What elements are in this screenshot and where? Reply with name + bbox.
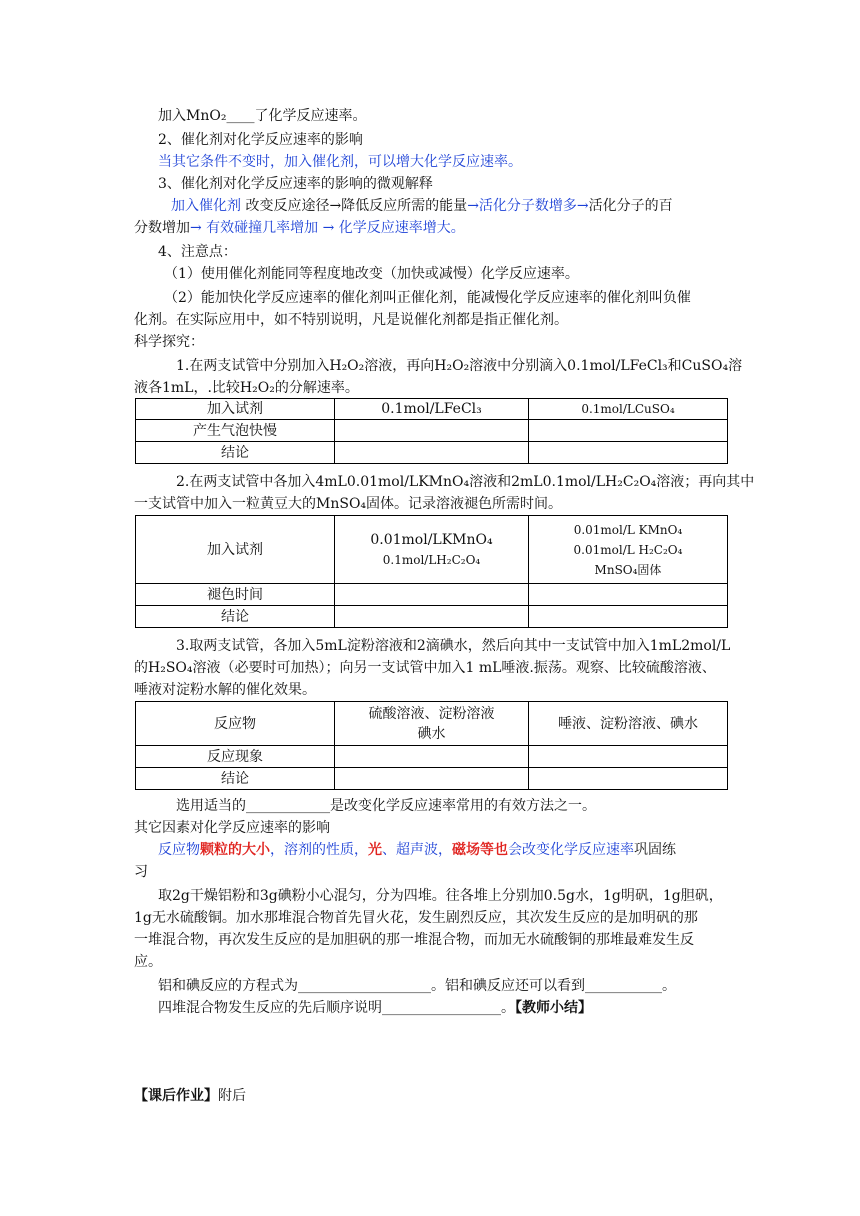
experiment-3-line-2: 的H₂SO₄溶液（必要时可加热）；向另一支试管中加入1 mL唾液.振荡。观察、比较硫酸溶液、 (134, 660, 716, 676)
table-experiment-2 (135, 515, 728, 628)
table-cell: 反应物 (136, 702, 335, 746)
table-cell: 产生气泡快慢 (136, 420, 335, 442)
teacher-summary-label: 【教师小结】 (515, 1000, 592, 1016)
homework-text: 附后 (218, 1088, 246, 1104)
table-cell: 0.1mol/LFeCl₃ (335, 399, 529, 420)
exercise-line-3: 一堆混合物，再次发生反应的是加胆矾的那一堆混合物，而加无水硫酸铜的那堆最难发生反 (134, 932, 694, 948)
table-cell (529, 584, 728, 606)
explanation-line-2 (134, 218, 465, 238)
table-cell (335, 442, 529, 464)
factor-part: 、超声波， (382, 842, 452, 858)
explanation-line-1 (171, 196, 673, 216)
table-cell: 0.1mol/LCuSO₄ (529, 399, 728, 420)
experiment-1-line-1: 1.在两支试管中分别加入H₂O₂溶液，再向H₂O₂溶液中分别滴入0.1mol/LFeCl₃和CuSO₄溶 (176, 358, 743, 374)
heading-notes: 4、注意点： (158, 244, 237, 260)
explanation-part: 改变反应途径→降低反应所需的能量 (241, 198, 468, 214)
table-cell (335, 702, 529, 746)
table-experiment-1 (135, 398, 728, 464)
section-heading-other-factors: 其它因素对化学反应速率的影响 (134, 820, 330, 836)
experiment-2-line-1: 2.在两支试管中各加入4mL0.01mol/LKMnO₄溶液和2mL0.1mol/LH₂C₂O₄溶液；再向其中 (176, 474, 755, 490)
experiment-1-line-2: 液各1mL，.比较H₂O₂的分解速率。 (134, 380, 359, 396)
experiment-2-line-2: 一支试管中加入一粒黄豆大的MnSO₄固体。记录溶液褪色所需时间。 (134, 496, 563, 512)
table-cell: 加入试剂 (136, 399, 335, 420)
reagent-line: 0.01mol/L H₂C₂O₄ (573, 542, 683, 557)
factor-part: 反应物 (158, 842, 200, 858)
question-text: 四堆混合物发生反应的先后顺序说明_________________。 (158, 1000, 515, 1016)
text-line: 习 (134, 864, 148, 880)
reagent-line: 0.01mol/L KMnO₄ (573, 522, 683, 537)
table-cell (529, 442, 728, 464)
explanation-part: → 有效碰撞几率增加 → 化学反应速率增大。 (190, 220, 465, 236)
table-cell (529, 746, 728, 768)
table-cell (335, 606, 529, 628)
table-cell (335, 420, 529, 442)
table-cell (529, 606, 728, 628)
table-cell: 结论 (136, 442, 335, 464)
table-cell: 反应现象 (136, 746, 335, 768)
explanation-part: →活化分子数增多→ (467, 198, 589, 214)
other-factors-line (158, 840, 676, 860)
table-cell: 唾液、淀粉溶液、碘水 (529, 702, 728, 746)
explanation-part: 活化分子的百 (588, 198, 673, 214)
table-cell (335, 516, 529, 584)
reagent-line: 0.1mol/LH₂C₂O₄ (382, 552, 481, 567)
factor-part: 巩固练 (634, 842, 676, 858)
table-cell (335, 584, 529, 606)
heading-micro-explanation: 3、催化剂对化学反应速率的影响的微观解释 (158, 176, 433, 192)
table-cell: 结论 (136, 606, 335, 628)
explanation-part: 分数增加 (134, 220, 190, 236)
section-heading-inquiry: 科学探究： (134, 334, 204, 350)
experiment-3-line-3: 唾液对淀粉水解的催化效果。 (134, 682, 316, 698)
table-cell: 加入试剂 (136, 516, 335, 584)
explanation-part: 加入催化剂 (171, 198, 241, 214)
table-cell (335, 746, 529, 768)
text-line: 加入MnO₂____了化学反应速率。 (158, 108, 367, 124)
factor-part: 会改变化学反应速率 (508, 842, 634, 858)
factor-part: ，溶剂的性质， (270, 842, 368, 858)
table-experiment-3 (135, 701, 728, 790)
exercise-line-4: 应。 (134, 954, 162, 970)
exercise-line-1: 取2g干燥铝粉和3g碘粉小心混匀，分为四堆。往各堆上分别加0.5g水，1g明矾，1g胆矾， (158, 888, 723, 904)
table-cell (529, 420, 728, 442)
table-cell: 结论 (136, 768, 335, 790)
table-cell: 褪色时间 (136, 584, 335, 606)
reagent-line: MnSO₄固体 (594, 562, 662, 577)
reagent-line: 硫酸溶液、淀粉溶液 (368, 705, 495, 722)
table-cell (529, 516, 728, 584)
heading-catalyst-effect: 2、催化剂对化学反应速率的影响 (158, 132, 363, 148)
note-1: （1）使用催化剂能同等程度地改变（加快或减慢）化学反应速率。 (164, 266, 579, 282)
table-cell (335, 768, 529, 790)
factor-part: 颗粒的大小 (200, 842, 270, 858)
text-line: 选用适当的____________是改变化学反应速率常用的有效方法之一。 (176, 798, 596, 814)
reagent-line: 0.01mol/LKMnO₄ (370, 531, 493, 548)
exercise-line-2: 1g无水硫酸铜。加水那堆混合物首先冒火花，发生剧烈反应，其次发生反应的是加明矾的那 (134, 910, 698, 926)
factor-part: 磁场等也 (452, 842, 508, 858)
conclusion-line: 当其它条件不变时，加入催化剂，可以增大化学反应速率。 (158, 154, 522, 170)
factor-part: 光 (368, 842, 382, 858)
reagent-line: 碘水 (417, 725, 446, 742)
exercise-question-2 (158, 998, 592, 1018)
homework-label: 【课后作业】 (134, 1088, 218, 1104)
note-2-line-2: 化剂。在实际应用中，如不特别说明，凡是说催化剂都是指正催化剂。 (134, 312, 568, 328)
homework-line (134, 1086, 246, 1106)
table-cell (529, 768, 728, 790)
experiment-3-line-1: 3.取两支试管，各加入5mL淀粉溶液和2滴碘水，然后向其中一支试管中加入1mL2mol/L (176, 638, 731, 654)
note-2-line-1: （2）能加快化学反应速率的催化剂叫正催化剂，能减慢化学反应速率的催化剂叫负催 (164, 290, 691, 306)
exercise-question-1: 铝和碘反应的方程式为___________________。铝和碘反应还可以看到___________。 (158, 978, 676, 994)
